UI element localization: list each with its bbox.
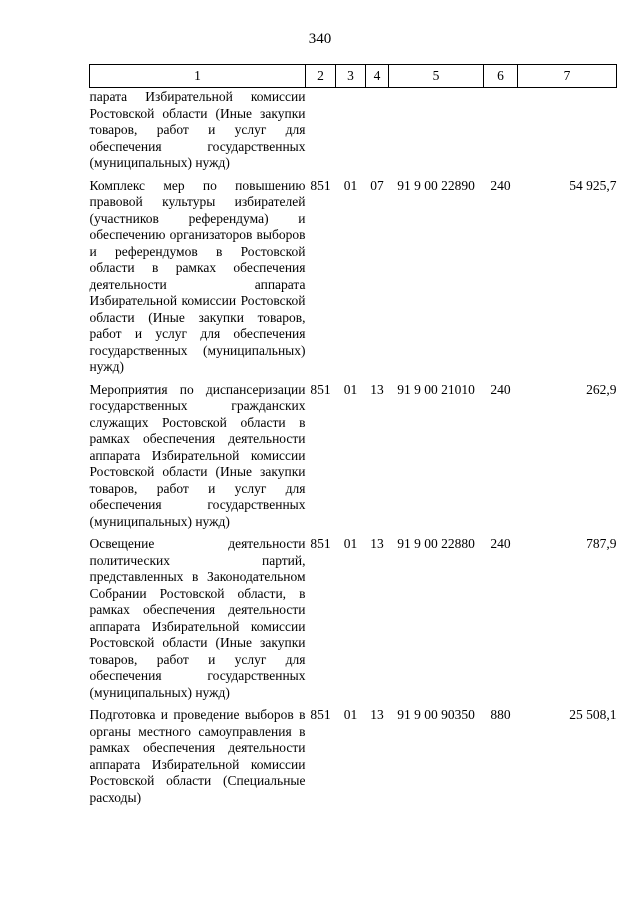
column-header-3: 3 [336, 65, 366, 88]
row-description: Освещение деятельности политических партий, представленных в Законодательном Собрании Ростовской области, в рамках обеспечения деятельности аппарата Избирательной комиссии Ростовской области (Иные закупки товаров, работ и услуг для обеспечения государственных (муниципальных) нужд) [89, 536, 306, 700]
row-target-code [389, 88, 484, 172]
table-header [90, 65, 617, 88]
budget-table [89, 64, 617, 806]
row-code-col4: 13 [370, 536, 384, 551]
table-row [90, 701, 617, 806]
page-number: 340 [308, 31, 332, 47]
column-header-6: 6 [484, 65, 518, 88]
row-code-col2 [306, 88, 336, 172]
table-row [90, 172, 617, 376]
row-expense-type: 240 [490, 177, 511, 193]
budget-table-container [89, 64, 616, 806]
row-code-col3: 01 [343, 707, 358, 722]
row-code-col3: 01 [343, 536, 358, 551]
row-description: Комплекс мер по повышению правовой культуры избирателей (участников референдума) и обеспечению организаторов выборов и референдумов в Ростовской области в рамках обеспечения деятельности аппарата Избирательной комиссии Ростовской области (Иные закупки товаров, работ и услуг для обеспечения государственных (муниципальных) нужд) [89, 177, 306, 374]
row-amount: 787,9 [586, 536, 617, 551]
row-expense-type: 240 [490, 536, 511, 551]
row-amount: 25 508,1 [569, 707, 617, 722]
header-row [90, 65, 617, 88]
row-code-col3: 01 [343, 177, 358, 193]
row-expense-type [484, 88, 518, 172]
row-expense-type: 240 [490, 381, 511, 397]
row-code-col2: 851 [310, 177, 331, 193]
column-header-2: 2 [306, 65, 336, 88]
row-code-col4: 07 [370, 177, 384, 193]
row-code-col2: 851 [310, 707, 331, 722]
row-description: парата Избирательной комиссии Ростовской области (Иные закупки товаров, работ и услуг для обеспечения государственных (муниципальных) нужд) [89, 89, 306, 170]
row-target-code: 91 9 00 21010 [397, 381, 475, 397]
row-amount: 262,9 [586, 381, 617, 397]
row-amount: 54 925,7 [569, 177, 617, 193]
row-code-col3: 01 [343, 381, 358, 397]
column-header-7: 7 [518, 65, 617, 88]
row-expense-type: 880 [490, 707, 511, 722]
row-code-col2: 851 [310, 536, 331, 551]
row-code-col4 [366, 88, 389, 172]
column-header-4: 4 [366, 65, 389, 88]
row-target-code: 91 9 00 22890 [397, 177, 475, 193]
row-target-code: 91 9 00 22880 [397, 536, 475, 551]
column-header-5: 5 [389, 65, 484, 88]
row-code-col2: 851 [310, 381, 331, 397]
column-header-1: 1 [90, 65, 306, 88]
table-row [90, 376, 617, 531]
row-target-code: 91 9 00 90350 [397, 707, 475, 722]
row-amount [518, 88, 617, 172]
row-description: Мероприятия по диспансеризации государственных гражданских служащих Ростовской области в рамках обеспечения деятельности аппарата Избирательной комиссии Ростовской области (Иные закупки товаров, работ и услуг для обеспечения государственных (муниципальных) нужд) [89, 381, 306, 529]
row-code-col4: 13 [370, 707, 384, 722]
table-row [90, 530, 617, 701]
table-body [90, 88, 617, 807]
table-row [90, 88, 617, 172]
row-code-col4: 13 [370, 381, 384, 397]
row-code-col3 [336, 88, 366, 172]
row-description: Подготовка и проведение выборов в органы местного самоуправления в рамках обеспечения деятельности аппарата Избирательной комиссии Ростовской области (Специальные расходы) [89, 707, 306, 805]
